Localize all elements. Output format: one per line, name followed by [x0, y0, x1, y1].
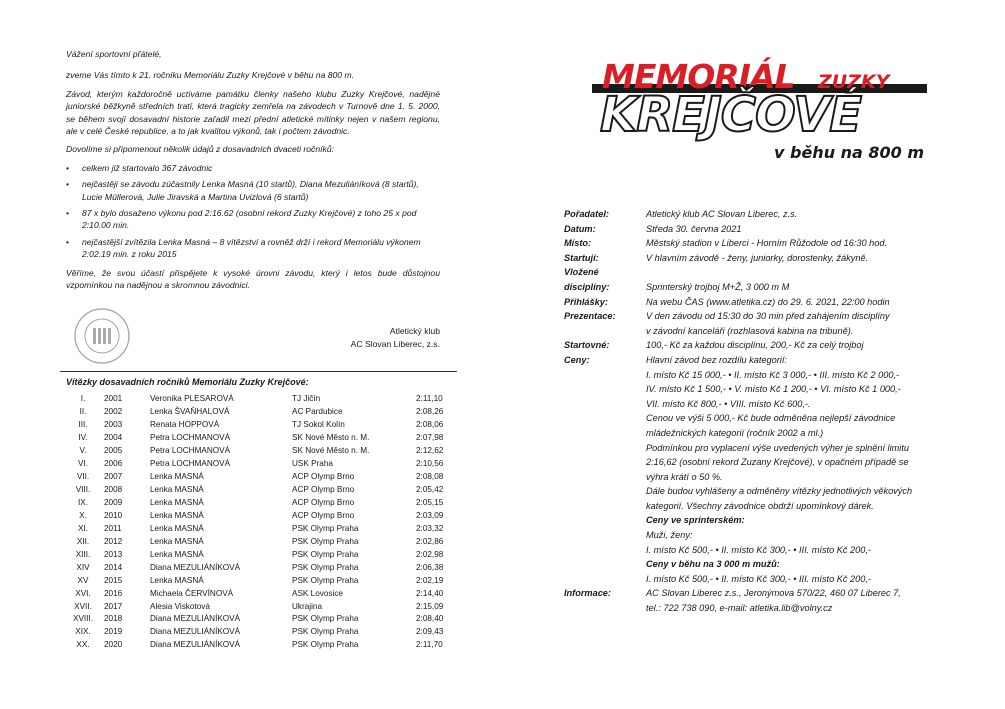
- prize-line: mládežnických kategorií (ročník 2002 a ml.): [646, 427, 824, 438]
- winner-row: [62, 419, 456, 432]
- winner-club: USK Praha: [292, 458, 333, 468]
- winner-edition: XX.: [76, 640, 90, 650]
- winner-year: 2002: [104, 406, 123, 416]
- winner-edition: VI.: [77, 458, 88, 468]
- bullet-icon: •: [66, 162, 70, 173]
- winner-edition: II.: [79, 406, 87, 416]
- winner-time: 2:07,98: [416, 432, 444, 442]
- presentation-label: Prezentace:: [564, 311, 616, 322]
- winner-time: 2:02,98: [416, 549, 444, 559]
- registration-label: Přihlášky:: [564, 296, 608, 307]
- fact-item: [66, 162, 440, 174]
- winner-row: [62, 406, 456, 419]
- date-label: Datum:: [564, 223, 596, 234]
- winner-name: Diana MEZULIÁNÍKOVÁ: [150, 640, 241, 650]
- winner-time: 2:06,38: [416, 562, 444, 572]
- winner-edition: VII.: [76, 471, 90, 481]
- winner-name: Veronika PLESAROVÁ: [150, 394, 234, 403]
- winner-club: PSK Olymp Praha: [292, 640, 359, 650]
- info-row-presentation: [564, 309, 954, 338]
- closing-paragraph: Věříme, že svou účastí přispějete k vysoké úrovni závodu, který i letos bude důstojnou vzpomínkou na nadějnou a skromnou závodnici.: [66, 267, 440, 291]
- winner-name: Petra LOCHMANOVÁ: [150, 458, 231, 468]
- winner-time: 2:08,08: [416, 471, 444, 481]
- winner-year: 2004: [104, 432, 123, 442]
- prize-line: Hlavní závod bez rozdílu kategorií:: [646, 354, 787, 365]
- salutation: Vážení sportovní přátelé,: [66, 49, 162, 59]
- bullet-icon: •: [66, 208, 70, 219]
- winner-edition: I.: [80, 394, 86, 403]
- winner-club: SK Nové Město n. M.: [292, 445, 370, 455]
- winner-year: 2003: [104, 419, 123, 429]
- winner-time: 2:08,06: [416, 419, 444, 429]
- sprint-prizes-title: Ceny ve sprinterském:: [646, 515, 745, 526]
- prizes-label: Ceny:: [564, 354, 590, 365]
- extra-events-label-2: disciplíny:: [564, 281, 610, 292]
- winner-year: 2005: [104, 445, 123, 455]
- winner-time: 2:12,62: [416, 445, 444, 455]
- logo-zuzky-text: ZUZKY: [818, 71, 890, 93]
- winner-club: TJ Jičín: [292, 394, 321, 403]
- winner-club: PSK Olymp Praha: [292, 536, 359, 546]
- invitation-text: zveme Vás tímto k 21. ročníku Memoriálu Zuzky Krejčové v běhu na 800 m.: [66, 70, 355, 81]
- winner-row: [62, 626, 456, 639]
- winner-club: AC Pardubice: [292, 406, 343, 416]
- info-row-organizer: [564, 207, 954, 222]
- winner-row: [62, 497, 456, 510]
- winner-time: 2:11,10: [416, 394, 443, 403]
- winner-time: 2:02,19: [416, 575, 444, 585]
- fact-item: [66, 207, 440, 232]
- winner-year: 2001: [104, 394, 123, 403]
- prize-line: Dále budou vyhlášeny a odměněny vítězky jednotlivých věkových: [646, 486, 913, 497]
- winner-edition: XII.: [76, 536, 90, 546]
- winner-edition: XV: [77, 575, 89, 585]
- winner-year: 2007: [104, 471, 123, 481]
- winner-time: 2:10,56: [416, 458, 444, 468]
- winner-edition: VIII.: [75, 484, 91, 494]
- winner-edition: XVII.: [74, 601, 92, 611]
- winner-name: Lenka MASNÁ: [150, 471, 204, 481]
- winner-edition: XIII.: [75, 549, 91, 559]
- winner-club: Ukrajina: [292, 601, 323, 611]
- winner-row: [62, 562, 456, 575]
- winner-name: Diana MEZULIÁNÍKOVÁ: [150, 627, 241, 637]
- winner-name: Lenka MASNÁ: [150, 523, 204, 533]
- winner-edition: XIX.: [75, 627, 91, 637]
- winner-name: Alesia Viskotová: [150, 601, 210, 611]
- info-row-contact: [564, 586, 954, 615]
- invitation-letter: [66, 48, 440, 298]
- winner-name: Lenka MASNÁ: [150, 536, 204, 546]
- prize-line: VII. místo Kč 800,- • VIII. místo Kč 600,-.: [646, 398, 811, 409]
- bullet-icon: •: [66, 179, 70, 190]
- winner-year: 2012: [104, 536, 123, 546]
- winner-name: Lenka MASNÁ: [150, 510, 204, 520]
- winner-year: 2020: [104, 640, 123, 650]
- winner-name: Lenka MASNÁ: [150, 575, 204, 585]
- winner-time: 2:03,32: [416, 523, 444, 533]
- winner-year: 2019: [104, 627, 123, 637]
- fee-label: Startovné:: [564, 340, 610, 351]
- winner-time: 2:15,09: [416, 601, 444, 611]
- winner-time: 2:05,42: [416, 484, 444, 494]
- winner-year: 2010: [104, 510, 123, 520]
- winner-club: ACP Olymp Brno: [292, 497, 355, 507]
- winner-row: [62, 484, 456, 497]
- signature-line-2: AC Slovan Liberec, z.s.: [350, 338, 440, 349]
- winner-time: 2:02,86: [416, 536, 444, 546]
- winner-name: Diana MEZULIÁNÍKOVÁ: [150, 614, 241, 624]
- info-row-fee: [564, 338, 954, 353]
- logo-subtitle: v běhu na 800 m: [774, 143, 925, 162]
- run-prizes: I. místo Kč 500,- • II. místo Kč 300,- • III. místo Kč 200,-: [646, 573, 871, 584]
- prize-line: výhra krátí o 50 %.: [646, 471, 723, 482]
- winner-club: PSK Olymp Praha: [292, 562, 359, 572]
- winner-row: [62, 458, 456, 471]
- winner-year: 2011: [104, 523, 122, 533]
- presentation-line-1: V den závodu od 15:30 do 30 min před zahájením disciplíny: [646, 311, 890, 322]
- info-row-extra-events: [564, 265, 954, 294]
- winner-row: [62, 613, 456, 626]
- winner-edition: XVIII.: [72, 614, 94, 624]
- winner-time: 2:14,40: [416, 588, 444, 598]
- winner-row: [62, 601, 456, 614]
- winner-year: 2018: [104, 614, 123, 624]
- prize-line: kategorií. Všechny závodnice obdrží upomínkový dárek.: [646, 500, 874, 511]
- fact-text: nejčastější zvítězila Lenka Masná – 8 vítězství a rovněž drží i rekord Memoriálu výkonem 2:02.19 min. z roku 2015: [82, 236, 421, 260]
- logo-memorial-text: MEMORIÁL: [602, 57, 795, 96]
- winner-edition: V.: [79, 445, 87, 455]
- info-row-starters: [564, 251, 954, 266]
- starters-value: V hlavním závodě - ženy, juniorky, dorostenky, žákyně.: [646, 252, 869, 263]
- venue-value: Městský stadion v Liberci - Horním Růžodole od 16:30 hod.: [646, 238, 888, 249]
- winner-club: ACP Olymp Brno: [292, 471, 355, 481]
- registration-value: Na webu ČAS (www.atletika.cz) do 29. 6. 2021, 22:00 hodin: [646, 296, 890, 307]
- winner-time: 2:05,15: [416, 497, 444, 507]
- winner-year: 2014: [104, 562, 123, 572]
- venue-label: Místo:: [564, 238, 592, 249]
- winner-row: [62, 445, 456, 458]
- winner-club: SK Nové Město n. M.: [292, 432, 370, 442]
- date-value: Středa 30. června 2021: [646, 223, 742, 234]
- signature-line-1: Atletický klub: [389, 326, 440, 336]
- winner-row: [62, 510, 456, 523]
- prize-line: IV. místo Kč 1 500,- • V. místo Kč 1 200,- • VI. místo Kč 1 000,-: [646, 384, 901, 395]
- winner-year: 2016: [104, 588, 123, 598]
- about-paragraph: Závod, kterým každoročně uctíváme památku členky našeho klubu Zuzky Krejčové, nadějné juniorské běžkyně středních tratí, která tragicky zemřela na závodech v Turnově dne 1. 5. 2000, se během svojí dosavadní historie zařadil mezi přední atletické mítinky nejen v našem regionu, ale v celé České republice, a to jak kvalitou výkonů, tak i počtem závodnic.: [66, 88, 440, 137]
- sprint-who: Muži, ženy:: [646, 530, 693, 541]
- contact-phone-email: tel.: 722 738 090, e-mail: atletika.lib@volny.cz: [646, 603, 833, 614]
- winner-row: [62, 432, 456, 445]
- prize-line: Cenou ve výši 5 000,- Kč bude odměněna nejlepší závodnice: [646, 413, 896, 424]
- winner-name: Petra LOCHMANOVÁ: [150, 445, 231, 455]
- starters-label: Startují:: [564, 252, 599, 263]
- fact-text: celkem již startovalo 367 závodnic: [82, 162, 213, 173]
- winner-time: 2:08,40: [416, 614, 444, 624]
- winner-year: 2015: [104, 575, 123, 585]
- winner-row: [62, 536, 456, 549]
- contact-label: Informace:: [564, 588, 611, 599]
- extra-events-label: [564, 265, 609, 294]
- winner-name: Petra LOCHMANOVÁ: [150, 432, 231, 442]
- sprint-prizes: I. místo Kč 500,- • II. místo Kč 300,- • III. místo Kč 200,-: [646, 544, 871, 555]
- signature-block: [66, 325, 440, 365]
- winner-edition: III.: [78, 419, 88, 429]
- winner-row: [62, 549, 456, 562]
- winner-year: 2009: [104, 497, 123, 507]
- winner-club: ACP Olymp Brno: [292, 484, 355, 494]
- event-info: [564, 207, 954, 616]
- winner-edition: XIV: [76, 562, 90, 572]
- winner-year: 2017: [104, 601, 123, 611]
- winner-year: 2006: [104, 458, 123, 468]
- info-row-registration: [564, 295, 954, 310]
- winner-year: 2013: [104, 549, 123, 559]
- winner-row: [62, 471, 456, 484]
- winner-edition: IX.: [77, 497, 88, 507]
- winner-time: 2:09,43: [416, 627, 444, 637]
- fact-item: [66, 236, 440, 261]
- logo-krejcove-text: KREJČOVÉ: [600, 87, 862, 143]
- winner-club: PSK Olymp Praha: [292, 549, 359, 559]
- winner-club: PSK Olymp Praha: [292, 627, 359, 637]
- prize-line: 2:16,62 (osobní rekord Zuzany Krejčové), v opačném případě se: [646, 457, 909, 468]
- winner-edition: X.: [79, 510, 87, 520]
- winner-club: TJ Sokol Kolín: [292, 419, 345, 429]
- winner-club: PSK Olymp Praha: [292, 614, 359, 624]
- winner-club: ASK Lovosice: [292, 588, 343, 598]
- extra-events-value: Sprinterský trojboj M+Ž, 3 000 m M: [646, 281, 790, 292]
- winner-name: Lenka MASNÁ: [150, 497, 204, 507]
- winners-title: Vítězky dosavadních ročníků Memoriálu Zuzky Krejčové:: [66, 377, 309, 387]
- winner-club: PSK Olymp Praha: [292, 575, 359, 585]
- winner-time: 2:11,70: [416, 640, 443, 650]
- winner-row: [62, 639, 456, 652]
- winners-table: [62, 393, 456, 652]
- winner-time: 2:08,26: [416, 406, 444, 416]
- organizer-label: Pořadatel:: [564, 209, 609, 219]
- info-row-date: [564, 222, 954, 237]
- presentation-line-2: v závodní kanceláři (rozhlasová kabina na tribuně).: [646, 325, 854, 336]
- winner-name: Lenka MASNÁ: [150, 484, 204, 494]
- run-prizes-title: Ceny v běhu na 3 000 m mužů:: [646, 559, 780, 570]
- winner-edition: XVI.: [75, 588, 91, 598]
- facts-intro: Dovolíme si připomenout několik údajů z dosavadních dvaceti ročníků:: [66, 144, 334, 155]
- winner-name: Renata HOPPOVÁ: [150, 419, 220, 429]
- info-row-prizes: [564, 353, 954, 587]
- extra-events-label-1: Vložené: [564, 267, 599, 278]
- fact-item: [66, 178, 440, 203]
- prize-line: Podmínkou pro vyplacení výše uvedených výher je splnění limitu: [646, 442, 910, 453]
- winner-year: 2008: [104, 484, 123, 494]
- winner-row: [62, 393, 456, 406]
- fee-value: 100,- Kč za každou disciplínu, 200,- Kč za celý trojboj: [646, 340, 864, 351]
- winner-edition: IV.: [78, 432, 88, 442]
- prize-line: I. místo Kč 15 000,- • II. místo Kč 3 000,- • III. místo Kč 2 000,-: [646, 369, 900, 380]
- divider: [60, 371, 457, 372]
- organizer-value: Atletický klub AC Slovan Liberec, z.s.: [646, 209, 798, 219]
- winner-name: Michaela ČERVÍNOVÁ: [150, 588, 234, 598]
- winner-name: Diana MEZULIÁNÍKOVÁ: [150, 562, 241, 572]
- winner-club: ACP Olymp Brno: [292, 510, 355, 520]
- contact-address: AC Slovan Liberec z.s., Jeronýmova 570/22, 460 07 Liberec 7,: [646, 588, 901, 599]
- facts-list: [66, 162, 440, 261]
- fact-text: 87 x bylo dosaženo výkonu pod 2:16.62 (osobní rekord Zuzky Krejčové) z toho 25 x pod 2:10.00 min.: [82, 208, 417, 231]
- winner-time: 2:03,09: [416, 510, 444, 520]
- winner-edition: XI.: [77, 523, 88, 533]
- winner-row: [62, 575, 456, 588]
- winner-row: [62, 588, 456, 601]
- winner-name: Lenka ŠVAŇHALOVÁ: [150, 406, 230, 416]
- info-row-venue: [564, 236, 954, 251]
- winner-row: [62, 523, 456, 536]
- fact-text: nejčastěji se závodu zúčastnily Lenka Masná (10 startů), Diana Mezuliáníková (8 startů), Lucie Müllerová, Julie Jiravská a Martina Uvizlová (6 startů): [82, 179, 419, 202]
- memorial-logo: [580, 55, 952, 175]
- bullet-icon: •: [66, 236, 70, 247]
- winner-club: PSK Olymp Praha: [292, 523, 359, 533]
- winner-name: Lenka MASNÁ: [150, 549, 204, 559]
